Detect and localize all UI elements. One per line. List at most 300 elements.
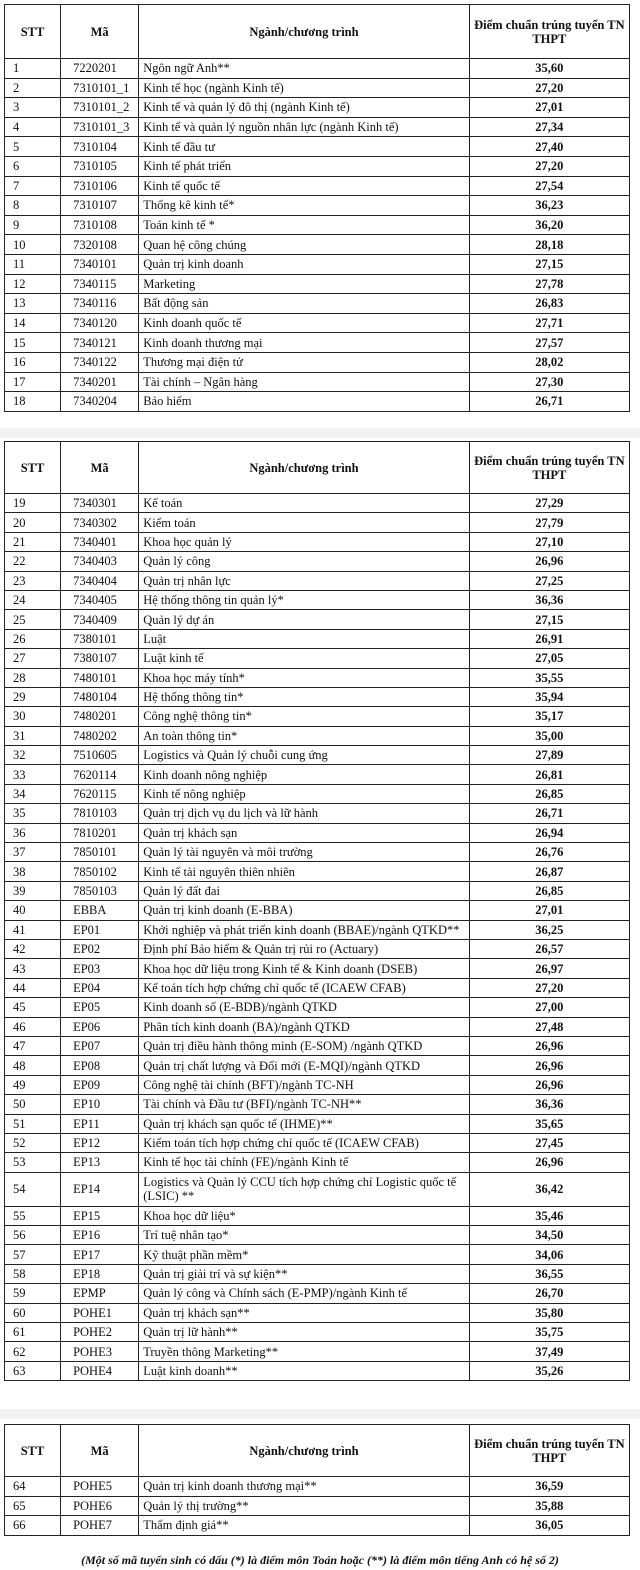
score-cell: 36,25 [469,920,629,939]
program-cell: Toán kinh tế * [139,215,470,235]
score-cell: 26,96 [469,1036,629,1055]
stt-cell: 28 [5,668,61,687]
code-cell: EP17 [61,1245,139,1264]
stt-cell: 5 [5,137,61,157]
table-row [5,392,630,412]
score-cell: 27,20 [469,978,629,997]
program-cell: Kế toán [139,494,470,513]
code-cell: 7310106 [61,176,139,196]
table-row [5,1342,630,1361]
table-header-row [5,1425,630,1477]
program-cell: Kỹ thuật phần mềm* [139,1245,470,1264]
code-cell: 7480104 [61,687,139,706]
stt-cell: 63 [5,1361,61,1380]
stt-cell: 12 [5,274,61,294]
stt-cell: 24 [5,590,61,609]
table-row [5,746,630,765]
code-cell: EP10 [61,1095,139,1114]
table-row [5,843,630,862]
score-cell: 26,85 [469,881,629,900]
table-row [5,333,630,353]
program-cell: Quản trị kinh doanh (E-BBA) [139,901,470,920]
stt-cell: 8 [5,196,61,216]
score-cell: 26,81 [469,765,629,784]
program-cell: Quản trị kinh doanh thương mại** [139,1477,470,1497]
code-cell: 7340120 [61,313,139,333]
table-row [5,901,630,920]
score-cell: 35,46 [469,1206,629,1225]
program-cell: Hệ thống thông tin* [139,687,470,706]
code-cell: 7810103 [61,804,139,823]
table-row [5,687,630,706]
table-row [5,294,630,314]
score-cell: 36,36 [469,1095,629,1114]
column-header: Mã [61,1425,139,1477]
stt-cell: 39 [5,881,61,900]
code-cell: 7480101 [61,668,139,687]
table-row [5,274,630,294]
stt-cell: 25 [5,610,61,629]
code-cell: EP01 [61,920,139,939]
program-cell: Quản lý công và Chính sách (E-PMP)/ngành Kinh tế [139,1284,470,1303]
stt-cell: 18 [5,392,61,412]
score-table [4,441,630,1381]
table-row [5,1361,630,1380]
column-header: Điểm chuẩn trúng tuyển TN THPT [469,442,629,494]
stt-cell: 7 [5,176,61,196]
table-row [5,1323,630,1342]
code-cell: 7340115 [61,274,139,294]
code-cell: 7620115 [61,784,139,803]
column-header: STT [5,1425,61,1477]
stt-cell: 17 [5,372,61,392]
table-row [5,1095,630,1114]
code-cell: 7380107 [61,649,139,668]
table-row [5,1245,630,1264]
table-row [5,707,630,726]
program-cell: Quản trị lữ hành** [139,1323,470,1342]
score-cell: 35,75 [469,1323,629,1342]
column-header: Điểm chuẩn trúng tuyển TN THPT [469,5,629,59]
code-cell: EP06 [61,1017,139,1036]
program-cell: Tài chính – Ngân hàng [139,372,470,392]
program-cell: Thương mại điện tử [139,352,470,372]
score-cell: 26,91 [469,629,629,648]
program-cell: Khởi nghiệp và phát triển kinh doanh (BBAE)/ngành QTKD** [139,920,470,939]
table-row [5,920,630,939]
code-cell: 7310101_3 [61,117,139,137]
code-cell: 7340204 [61,392,139,412]
score-cell: 27,10 [469,532,629,551]
code-cell: 7310101_2 [61,98,139,118]
score-cell: 36,23 [469,196,629,216]
table-row [5,959,630,978]
code-cell: 7310101_1 [61,78,139,98]
program-cell: Kinh tế tài nguyên thiên nhiên [139,862,470,881]
score-cell: 27,15 [469,610,629,629]
score-cell: 27,79 [469,513,629,532]
stt-cell: 50 [5,1095,61,1114]
program-cell: Thẩm định giá** [139,1516,470,1536]
program-cell: Kinh tế quốc tế [139,176,470,196]
score-cell: 34,50 [469,1226,629,1245]
score-cell: 26,96 [469,1075,629,1094]
stt-cell: 6 [5,156,61,176]
program-cell: Kinh tế đầu tư [139,137,470,157]
score-cell: 35,00 [469,726,629,745]
table-row [5,629,630,648]
program-cell: Khoa học máy tính* [139,668,470,687]
program-cell: Quản lý dự án [139,610,470,629]
table-row [5,215,630,235]
table-row [5,998,630,1017]
stt-cell: 4 [5,117,61,137]
score-cell: 27,29 [469,494,629,513]
program-cell: Quản lý đất đai [139,881,470,900]
stt-cell: 22 [5,552,61,571]
stt-cell: 34 [5,784,61,803]
table-row [5,823,630,842]
program-cell: Quản lý tài nguyên và môi trường [139,843,470,862]
table-row [5,1516,630,1536]
stt-cell: 16 [5,352,61,372]
stt-cell: 44 [5,978,61,997]
score-cell: 27,48 [469,1017,629,1036]
stt-cell: 11 [5,254,61,274]
stt-cell: 64 [5,1477,61,1497]
stt-cell: 9 [5,215,61,235]
column-header: Mã [61,442,139,494]
score-cell: 26,85 [469,784,629,803]
stt-cell: 43 [5,959,61,978]
program-cell: Kinh tế và quản lý đô thị (ngành Kinh tế) [139,98,470,118]
program-cell: Công nghệ tài chính (BFT)/ngành TC-NH [139,1075,470,1094]
program-cell: Quản trị giải trí và sự kiện** [139,1264,470,1283]
score-cell: 26,71 [469,392,629,412]
table-row [5,610,630,629]
table-row [5,978,630,997]
code-cell: EP02 [61,939,139,958]
code-cell: 7340121 [61,333,139,353]
table-row [5,571,630,590]
score-cell: 27,40 [469,137,629,157]
program-cell: Kinh doanh thương mại [139,333,470,353]
stt-cell: 14 [5,313,61,333]
program-cell: Quản trị khách sạn [139,823,470,842]
score-cell: 27,00 [469,998,629,1017]
stt-cell: 48 [5,1056,61,1075]
stt-cell: 40 [5,901,61,920]
score-cell: 27,05 [469,649,629,668]
program-cell: Định phí Bảo hiểm & Quản trị rủi ro (Actuary) [139,939,470,958]
score-cell: 26,87 [469,862,629,881]
code-cell: 7340409 [61,610,139,629]
score-cell: 35,17 [469,707,629,726]
stt-cell: 62 [5,1342,61,1361]
score-cell: 26,94 [469,823,629,842]
table-row [5,1496,630,1516]
program-cell: Luật [139,629,470,648]
score-cell: 28,02 [469,352,629,372]
score-cell: 27,25 [469,571,629,590]
table-row [5,1017,630,1036]
table-row [5,98,630,118]
stt-cell: 49 [5,1075,61,1094]
table-row [5,235,630,255]
score-cell: 36,20 [469,215,629,235]
program-cell: Phân tích kinh doanh (BA)/ngành QTKD [139,1017,470,1036]
stt-cell: 3 [5,98,61,118]
code-cell: 7340403 [61,552,139,571]
program-cell: Bảo hiểm [139,392,470,412]
score-cell: 35,55 [469,668,629,687]
program-cell: Luật kinh tế [139,649,470,668]
stt-cell: 36 [5,823,61,842]
code-cell: EP05 [61,998,139,1017]
table-row [5,1303,630,1322]
score-cell: 27,54 [469,176,629,196]
code-cell: 7340401 [61,532,139,551]
code-cell: POHE2 [61,1323,139,1342]
program-cell: Kinh tế nông nghiệp [139,784,470,803]
stt-cell: 33 [5,765,61,784]
stt-cell: 41 [5,920,61,939]
table-row [5,649,630,668]
stt-cell: 26 [5,629,61,648]
table-row [5,1133,630,1152]
score-table-part-2 [4,441,630,1381]
code-cell: 7850103 [61,881,139,900]
stt-cell: 13 [5,294,61,314]
column-header: Mã [61,5,139,59]
code-cell: 7480201 [61,707,139,726]
stt-cell: 2 [5,78,61,98]
score-cell: 27,20 [469,78,629,98]
column-header: Ngành/chương trình [139,1425,470,1477]
stt-cell: 38 [5,862,61,881]
code-cell: POHE3 [61,1342,139,1361]
score-cell: 36,55 [469,1264,629,1283]
score-cell: 35,65 [469,1114,629,1133]
table-row [5,513,630,532]
code-cell: EP13 [61,1153,139,1172]
score-cell: 36,05 [469,1516,629,1536]
program-cell: Quản trị dịch vụ du lịch và lữ hành [139,804,470,823]
program-cell: Kiểm toán tích hợp chứng chỉ quốc tế (ICAEW CFAB) [139,1133,470,1152]
stt-cell: 21 [5,532,61,551]
code-cell: EP11 [61,1114,139,1133]
score-cell: 35,80 [469,1303,629,1322]
program-cell: Khoa học dữ liệu* [139,1206,470,1225]
score-cell: 37,49 [469,1342,629,1361]
score-cell: 27,30 [469,372,629,392]
program-cell: Kinh tế phát triển [139,156,470,176]
code-cell: POHE7 [61,1516,139,1536]
score-cell: 26,96 [469,1056,629,1075]
table-row [5,765,630,784]
code-cell: POHE1 [61,1303,139,1322]
code-cell: EP04 [61,978,139,997]
score-cell: 27,45 [469,1133,629,1152]
stt-cell: 1 [5,59,61,79]
program-cell: Bất động sản [139,294,470,314]
score-cell: 35,60 [469,59,629,79]
program-cell: Truyền thông Marketing** [139,1342,470,1361]
stt-cell: 42 [5,939,61,958]
score-cell: 26,97 [469,959,629,978]
score-cell: 34,06 [469,1245,629,1264]
program-cell: Kinh doanh nông nghiệp [139,765,470,784]
table-row [5,196,630,216]
table-row [5,1036,630,1055]
program-cell: Marketing [139,274,470,294]
score-cell: 26,57 [469,939,629,958]
code-cell: 7850102 [61,862,139,881]
code-cell: 7340302 [61,513,139,532]
score-cell: 27,01 [469,98,629,118]
code-cell: EP09 [61,1075,139,1094]
program-cell: Kinh tế học (ngành Kinh tế) [139,78,470,98]
table-row [5,372,630,392]
table-row [5,862,630,881]
stt-cell: 54 [5,1172,61,1206]
code-cell: 7340101 [61,254,139,274]
stt-cell: 20 [5,513,61,532]
program-cell: Kinh doanh quốc tế [139,313,470,333]
code-cell: EP14 [61,1172,139,1206]
table-row [5,352,630,372]
code-cell: EP16 [61,1226,139,1245]
program-cell: Kinh doanh số (E-BDB)/ngành QTKD [139,998,470,1017]
stt-cell: 31 [5,726,61,745]
table-row [5,1172,630,1206]
code-cell: EP15 [61,1206,139,1225]
stt-cell: 46 [5,1017,61,1036]
program-cell: Quản trị chất lượng và Đổi mới (E-MQI)/ngành QTKD [139,1056,470,1075]
program-cell: Hệ thống thông tin quản lý* [139,590,470,609]
code-cell: EBBA [61,901,139,920]
table-row [5,590,630,609]
code-cell: 7340301 [61,494,139,513]
table-row [5,784,630,803]
program-cell: Ngôn ngữ Anh** [139,59,470,79]
score-cell: 36,36 [469,590,629,609]
table-row [5,1284,630,1303]
table-row [5,939,630,958]
table-row [5,1264,630,1283]
footnote: (Một số mã tuyển sinh có dấu (*) là điểm môn Toán hoặc (**) là điểm môn tiếng Anh có hệ số 2) [81,1553,559,1567]
score-cell: 26,71 [469,804,629,823]
score-cell: 26,83 [469,294,629,314]
stt-cell: 55 [5,1206,61,1225]
stt-cell: 66 [5,1516,61,1536]
program-cell: Quản trị nhân lực [139,571,470,590]
code-cell: EP07 [61,1036,139,1055]
score-cell: 36,59 [469,1477,629,1497]
code-cell: 7310105 [61,156,139,176]
code-cell: 7510605 [61,746,139,765]
table-row [5,117,630,137]
table-row [5,1075,630,1094]
stt-cell: 47 [5,1036,61,1055]
column-header: Ngành/chương trình [139,442,470,494]
code-cell: 7480202 [61,726,139,745]
stt-cell: 29 [5,687,61,706]
score-table [4,1424,630,1536]
program-cell: Quản lý thị trường** [139,1496,470,1516]
stt-cell: 27 [5,649,61,668]
code-cell: EPMP [61,1284,139,1303]
code-cell: 7340116 [61,294,139,314]
table-row [5,1206,630,1225]
program-cell: Thống kê kinh tế* [139,196,470,216]
program-cell: Quản trị điều hành thông minh (E-SOM) /ngành QTKD [139,1036,470,1055]
score-table [4,4,630,412]
score-cell: 27,01 [469,901,629,920]
code-cell: EP12 [61,1133,139,1152]
score-cell: 35,88 [469,1496,629,1516]
stt-cell: 37 [5,843,61,862]
code-cell: 7620114 [61,765,139,784]
column-header: STT [5,442,61,494]
column-header: Ngành/chương trình [139,5,470,59]
program-cell: Kinh tế học tài chính (FE)/ngành Kinh tế [139,1153,470,1172]
table-row [5,59,630,79]
stt-cell: 53 [5,1153,61,1172]
table-row [5,137,630,157]
column-header: STT [5,5,61,59]
code-cell: 7340122 [61,352,139,372]
table-row [5,1226,630,1245]
score-table-part-1 [4,4,630,412]
program-cell: Khoa học quản lý [139,532,470,551]
code-cell: 7810201 [61,823,139,842]
score-cell: 27,89 [469,746,629,765]
stt-cell: 30 [5,707,61,726]
table-row [5,1056,630,1075]
program-cell: Kinh tế và quản lý nguồn nhân lực (ngành Kinh tế) [139,117,470,137]
table-header-row [5,442,630,494]
stt-cell: 32 [5,746,61,765]
stt-cell: 57 [5,1245,61,1264]
table-row [5,494,630,513]
code-cell: 7320108 [61,235,139,255]
score-cell: 27,78 [469,274,629,294]
stt-cell: 10 [5,235,61,255]
program-cell: Quản lý công [139,552,470,571]
code-cell: 7850101 [61,843,139,862]
program-cell: Công nghệ thông tin* [139,707,470,726]
code-cell: POHE6 [61,1496,139,1516]
program-cell: Luật kinh doanh** [139,1361,470,1380]
score-cell: 27,71 [469,313,629,333]
score-cell: 26,96 [469,1153,629,1172]
code-cell: 7340405 [61,590,139,609]
stt-cell: 61 [5,1323,61,1342]
score-cell: 36,42 [469,1172,629,1206]
program-cell: Quan hệ công chúng [139,235,470,255]
table-row [5,726,630,745]
score-table-part-3 [4,1424,630,1536]
score-cell: 26,76 [469,843,629,862]
stt-cell: 56 [5,1226,61,1245]
table-row [5,254,630,274]
table-row [5,532,630,551]
program-cell: An toàn thông tin* [139,726,470,745]
program-cell: Tài chính và Đầu tư (BFI)/ngành TC-NH** [139,1095,470,1114]
table-row [5,668,630,687]
stt-cell: 35 [5,804,61,823]
